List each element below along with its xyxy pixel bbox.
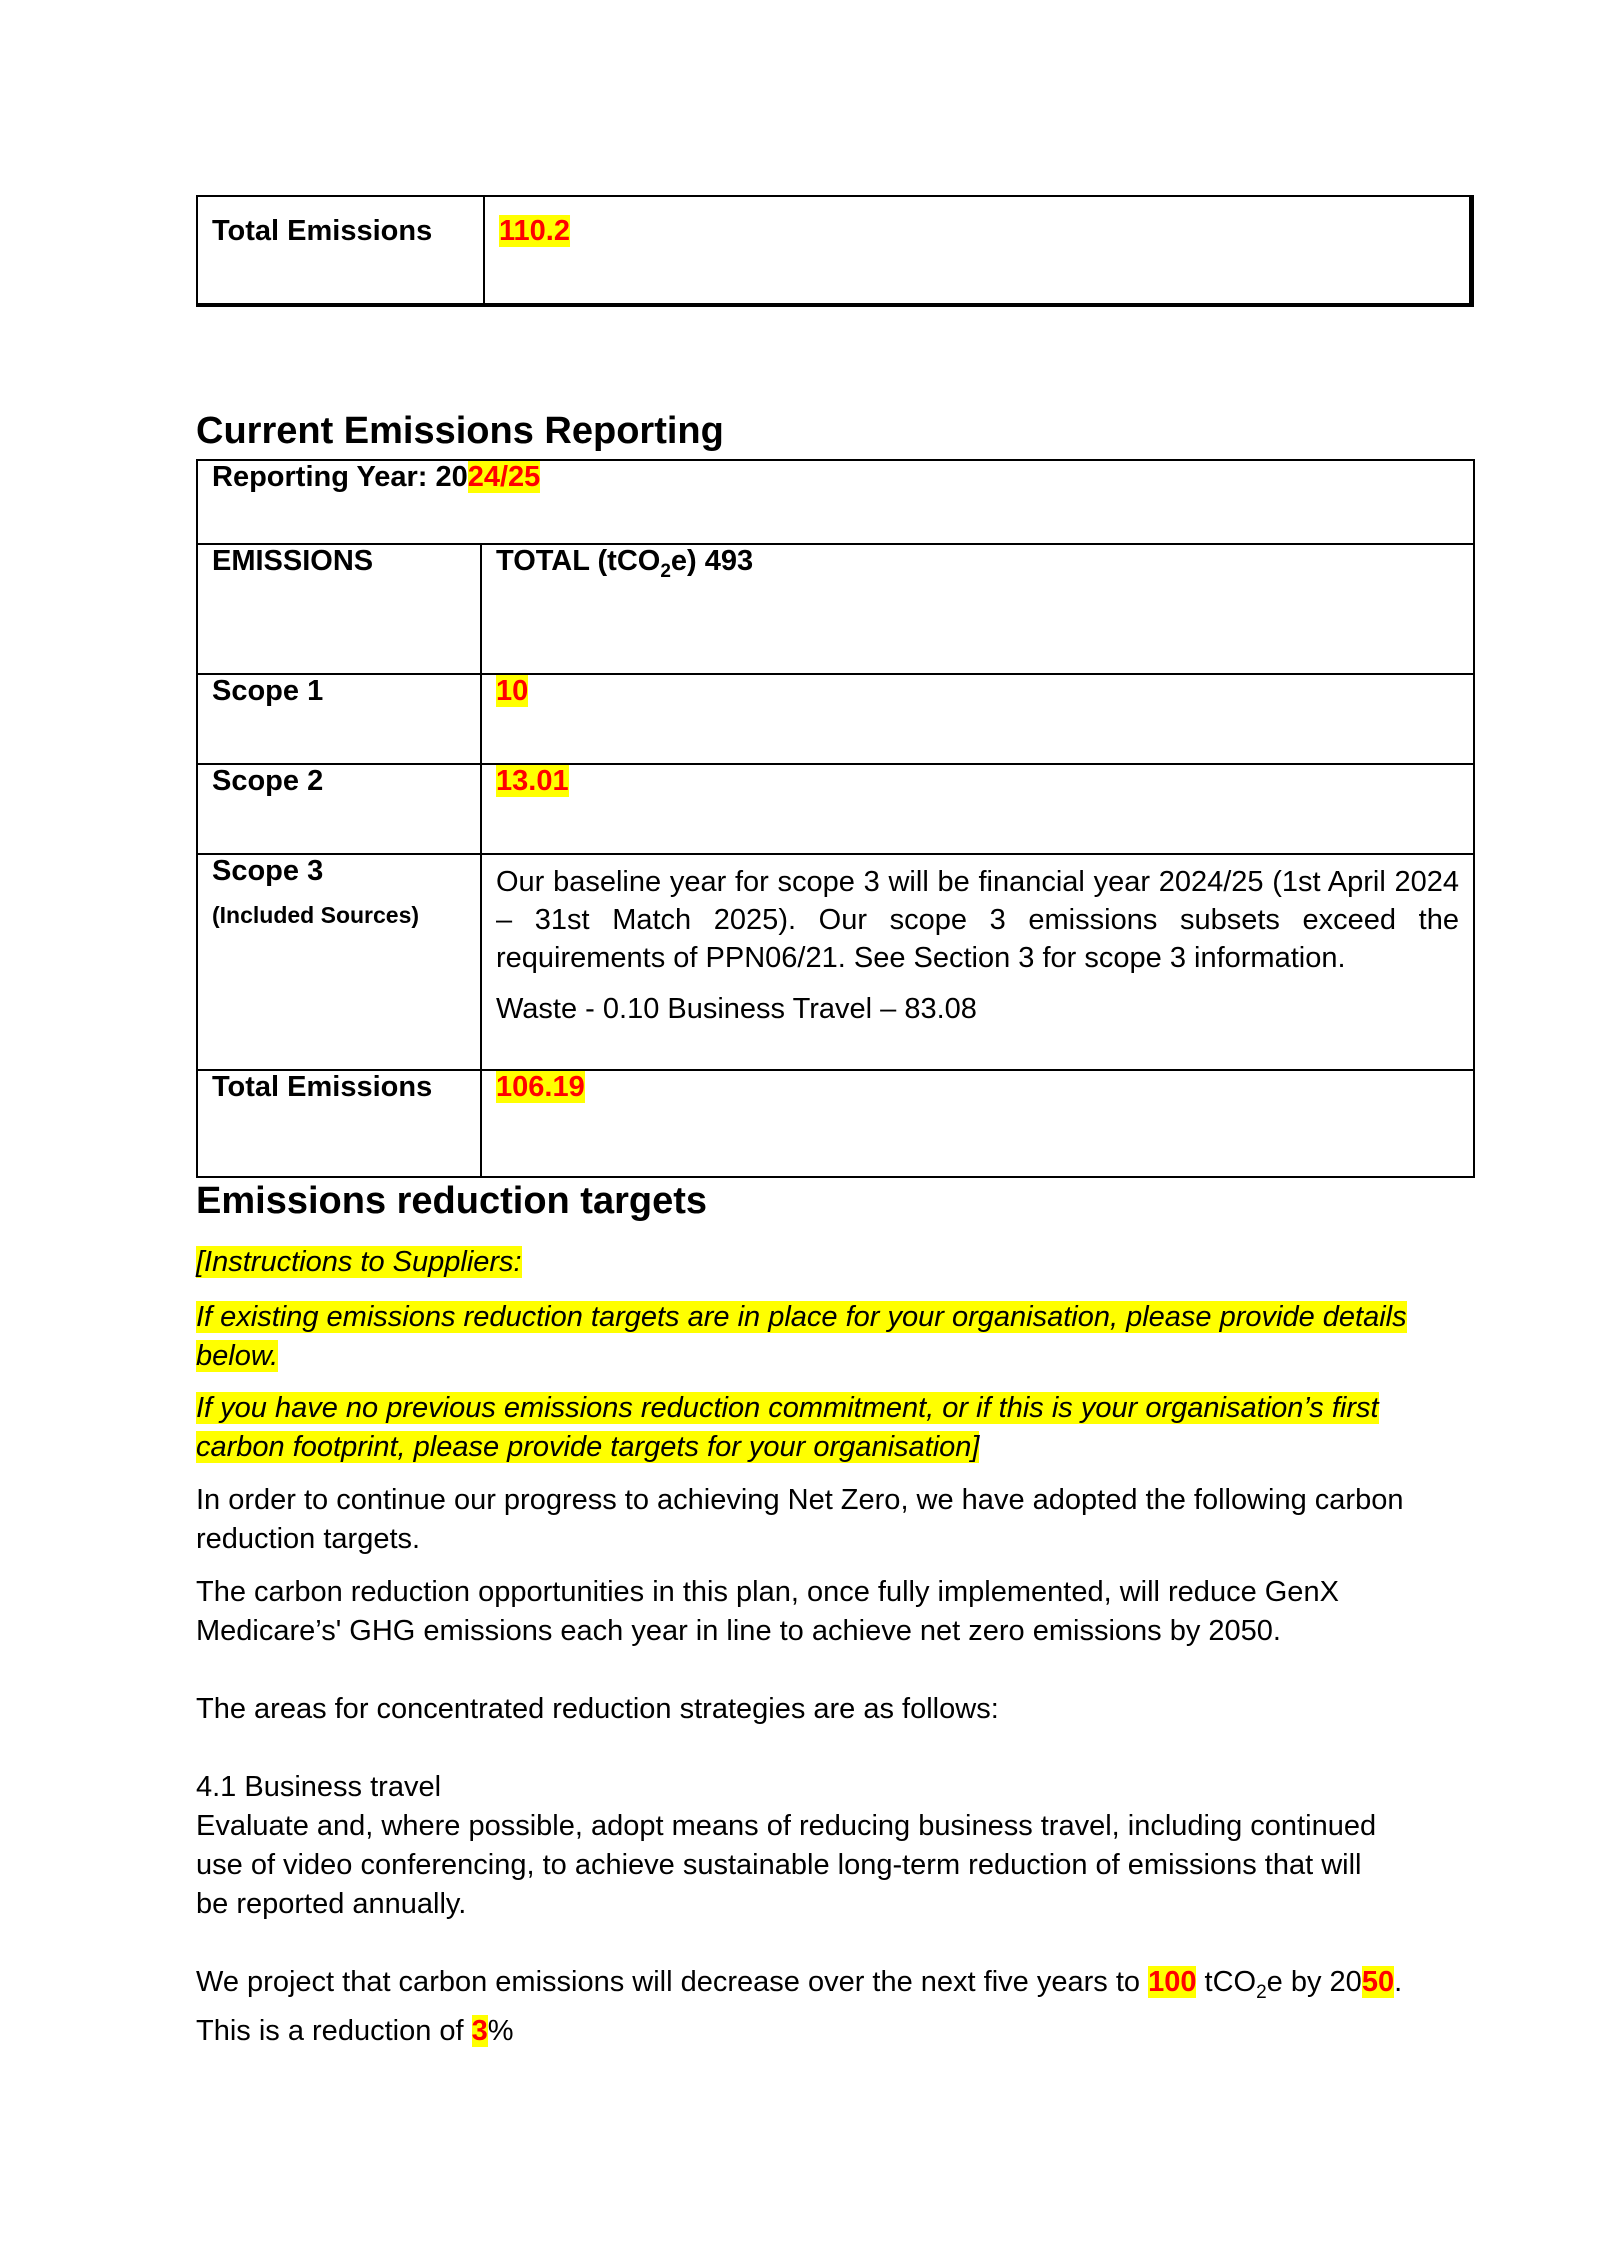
instructions-line1-text: [Instructions to Suppliers:: [196, 1246, 522, 1278]
projection-pre: We project that carbon emissions will decrease over the next five years to: [196, 1966, 1149, 1998]
business-travel-line2: use of video conferencing, to achieve sustainable long-term reduction of emissions that will: [196, 1849, 1362, 1881]
scope3-description: Our baseline year for scope 3 will be financial year 2024/25 (1st April 2024 – 31st Match 2025). Our scope 3 emissions subsets exceed the requirements of PPN06/21. See Section 3 for scope 3 information.: [496, 866, 1459, 974]
reporting-year-cell: [197, 460, 1474, 544]
instructions-para2-line2: below.: [196, 1340, 279, 1372]
total-header-pre: TOTAL (tCO: [496, 545, 661, 577]
instructions-para3-line1: If you have no previous emissions reduction commitment, or if this is your organisation’s first: [196, 1392, 1379, 1424]
total-emissions-label: Total Emissions: [198, 197, 485, 303]
reduction-opportunities-line1: The carbon reduction opportunities in this plan, once fully implemented, will reduce GenX: [196, 1576, 1339, 1608]
current-emissions-table: [196, 459, 1475, 1178]
total-emissions-current-label: Total Emissions: [197, 1070, 481, 1177]
total-emissions-baseline-table: [196, 195, 1474, 307]
scope3-sources: Waste - 0.10 Business Travel – 83.08: [496, 993, 977, 1025]
scope2-value-cell: [481, 764, 1474, 854]
scope1-label: Scope 1: [197, 674, 481, 764]
scope1-value: 10: [496, 675, 529, 707]
instructions-line1: [196, 1243, 1496, 1282]
scope3-sublabel: (Included Sources): [212, 902, 420, 928]
total-header: [481, 544, 1474, 674]
total-header-post: e) 493: [670, 545, 754, 577]
total-emissions-current-value-cell: [481, 1070, 1474, 1177]
reduction-value: 3: [471, 2014, 488, 2047]
table-row: [197, 460, 1474, 544]
targets-heading: Emissions reduction targets: [196, 1180, 708, 1222]
business-travel-section: [196, 1768, 1496, 1924]
emissions-header: EMISSIONS: [197, 544, 481, 674]
table-row: [197, 544, 1474, 674]
instructions-para3-line2: carbon footprint, please provide targets for your organisation]: [196, 1431, 980, 1463]
strategies-intro: The areas for concentrated reduction strategies are as follows:: [196, 1693, 999, 1725]
business-travel-title: 4.1 Business travel: [196, 1771, 442, 1803]
table-row: [197, 854, 1474, 1070]
total-emissions-value-cell: [485, 197, 1469, 303]
projection-paragraph: [196, 1963, 1496, 2051]
projection-unit-sub: 2: [1256, 1981, 1267, 2003]
table-row: [197, 1070, 1474, 1177]
business-travel-line1: Evaluate and, where possible, adopt means of reducing business travel, including continued: [196, 1810, 1377, 1842]
instructions-para3: [196, 1389, 1496, 1467]
targets-intro-paragraph: [196, 1481, 1496, 1559]
targets-intro-line2: reduction targets.: [196, 1523, 421, 1555]
projection-year: 50: [1361, 1966, 1395, 1998]
instructions-para2: [196, 1298, 1496, 1376]
reduction-opportunities-paragraph: [196, 1573, 1496, 1651]
scope3-text-cell: [481, 854, 1474, 1070]
instructions-para2-line1: If existing emissions reduction targets are in place for your organisation, please provide details: [196, 1301, 1407, 1333]
projection-end: .: [1394, 1966, 1403, 1998]
projection-by-year: e by 20: [1266, 1966, 1362, 1998]
projection-value: 100: [1148, 1966, 1197, 1998]
reduction-pre: This is a reduction of: [196, 2014, 472, 2047]
table-row: [197, 764, 1474, 854]
table-row: [197, 674, 1474, 764]
reduction-percent: %: [487, 2014, 514, 2047]
scope3-label-cell: [197, 854, 481, 1070]
targets-intro-line1: In order to continue our progress to achieving Net Zero, we have adopted the following carbon: [196, 1484, 1404, 1516]
total-emissions-value: 110.2: [499, 215, 570, 247]
total-header-sub: 2: [660, 560, 671, 582]
business-travel-line3: be reported annually.: [196, 1888, 467, 1920]
reduction-opportunities-line2: Medicare’s' GHG emissions each year in line to achieve net zero emissions by 2050.: [196, 1615, 1281, 1647]
reporting-year-label: Reporting Year: 20: [212, 461, 468, 493]
scope3-label: Scope 3: [212, 855, 324, 887]
reporting-year-value: 24/25: [467, 461, 541, 493]
current-emissions-heading: Current Emissions Reporting: [196, 410, 724, 452]
total-emissions-current-value: 106.19: [496, 1071, 585, 1103]
projection-unit: tCO: [1196, 1966, 1257, 1998]
scope1-value-cell: [481, 674, 1474, 764]
scope2-value: 13.01: [496, 765, 569, 797]
scope2-label: Scope 2: [197, 764, 481, 854]
